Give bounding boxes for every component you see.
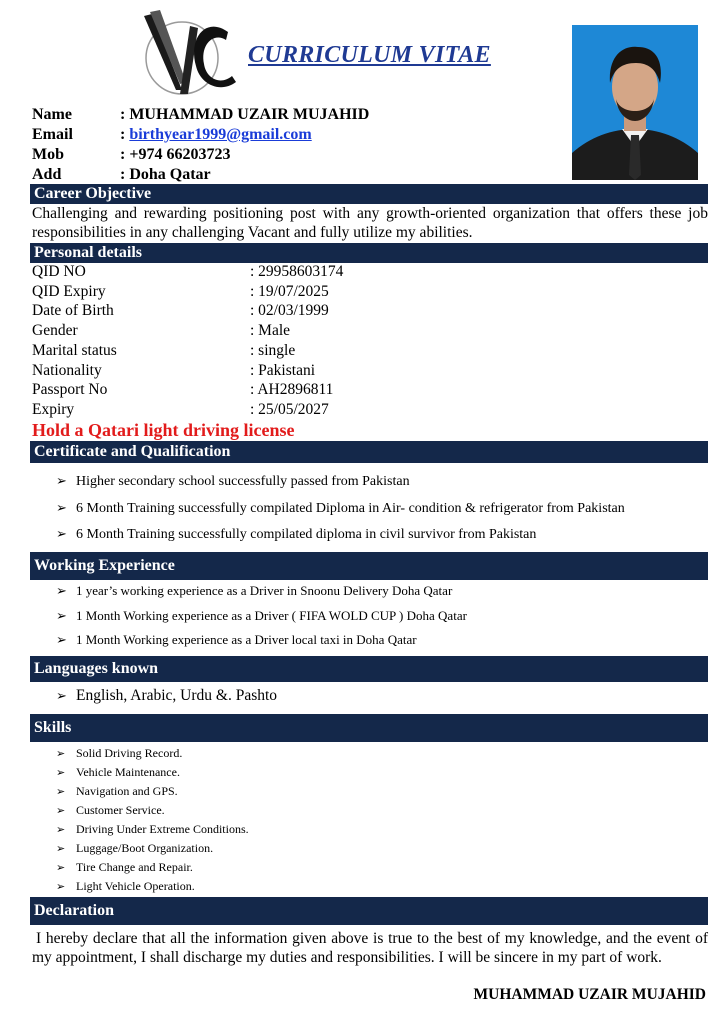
list-item-text: Vehicle Maintenance. bbox=[76, 765, 180, 779]
section-declaration: Declaration bbox=[30, 897, 708, 925]
list-item bbox=[56, 822, 249, 837]
detail-label: Gender bbox=[32, 322, 78, 339]
list-item bbox=[56, 746, 182, 761]
bullet-arrow-icon: ➢ bbox=[56, 786, 66, 798]
list-item-text: Tire Change and Repair. bbox=[76, 860, 193, 874]
info-label: Mob bbox=[32, 146, 64, 163]
list-item-text: 1 Month Working experience as a Driver ( FIFA WOLD CUP ) Doha Qatar bbox=[76, 608, 467, 623]
info-value: : +974 66203723 bbox=[120, 146, 231, 163]
detail-row bbox=[32, 262, 343, 282]
list-item-text: Luggage/Boot Organization. bbox=[76, 841, 214, 855]
signature-name: MUHAMMAD UZAIR MUJAHID bbox=[473, 986, 706, 1003]
detail-label: QID NO bbox=[32, 263, 86, 280]
career-objective-text: Challenging and rewarding positioning post with any growth-oriented organization that offers these job responsibilities in any challenging Vacant and fully utilize my abilities. bbox=[32, 205, 708, 241]
license-note: Hold a Qatari light driving license bbox=[32, 420, 295, 440]
detail-row bbox=[32, 341, 295, 361]
detail-value: : 02/03/1999 bbox=[250, 302, 329, 319]
bullet-arrow-icon: ➢ bbox=[56, 824, 66, 836]
section-languages: Languages known bbox=[30, 656, 708, 682]
list-item-text: 6 Month Training successfully compilated diploma in civil survivor from Pakistan bbox=[76, 527, 537, 542]
section-skills: Skills bbox=[30, 714, 708, 742]
list-item bbox=[56, 841, 213, 856]
bullet-arrow-icon: ➢ bbox=[56, 767, 66, 779]
info-email bbox=[32, 125, 312, 145]
bullet-arrow-icon: ➢ bbox=[56, 843, 66, 855]
list-item-text: English, Arabic, Urdu &. Pashto bbox=[76, 687, 278, 704]
list-item bbox=[56, 687, 277, 705]
detail-row bbox=[32, 301, 329, 321]
list-item bbox=[56, 499, 625, 518]
cv-title: CURRICULUM VITAE bbox=[248, 42, 491, 68]
section-experience: Working Experience bbox=[30, 552, 708, 580]
detail-label: Date of Birth bbox=[32, 302, 114, 319]
bullet-arrow-icon: ➢ bbox=[56, 862, 66, 874]
email-link[interactable]: birthyear1999@gmail.com bbox=[129, 126, 312, 143]
detail-label: Passport No bbox=[32, 381, 108, 398]
detail-label: QID Expiry bbox=[32, 283, 106, 300]
list-item-text: Navigation and GPS. bbox=[76, 784, 178, 798]
list-item bbox=[56, 784, 178, 799]
list-item-text: 1 year’s working experience as a Driver in Snoonu Delivery Doha Qatar bbox=[76, 583, 453, 598]
info-prefix: : bbox=[120, 126, 130, 143]
list-item bbox=[56, 879, 195, 894]
info-name bbox=[32, 105, 369, 125]
list-item-text: Solid Driving Record. bbox=[76, 746, 183, 760]
bullet-arrow-icon: ➢ bbox=[56, 632, 67, 647]
detail-value: : Male bbox=[250, 322, 291, 339]
bullet-arrow-icon: ➢ bbox=[56, 805, 66, 817]
detail-value: : 19/07/2025 bbox=[250, 283, 329, 300]
bullet-arrow-icon: ➢ bbox=[56, 748, 66, 760]
bullet-arrow-icon: ➢ bbox=[56, 688, 67, 703]
detail-row bbox=[32, 400, 329, 420]
info-mob bbox=[32, 145, 230, 165]
detail-row bbox=[32, 282, 329, 302]
detail-value: : Pakistani bbox=[250, 362, 316, 379]
detail-value: : single bbox=[250, 342, 296, 359]
list-item bbox=[56, 472, 410, 491]
declaration-text: I hereby declare that all the information given above is true to the best of my knowledge, and the event of my appointment, I shall discharge my duties and responsibilities. I will be sincere in my part of work. bbox=[32, 930, 708, 966]
detail-row bbox=[32, 361, 315, 381]
list-item-text: 1 Month Working experience as a Driver local taxi in Doha Qatar bbox=[76, 632, 417, 647]
bullet-arrow-icon: ➢ bbox=[56, 583, 67, 598]
list-item-text: 6 Month Training successfully compilated Diploma in Air- condition & refrigerator from Pakistan bbox=[76, 501, 625, 516]
info-value: : MUHAMMAD UZAIR MUJAHID bbox=[120, 106, 370, 123]
detail-label: Marital status bbox=[32, 342, 117, 359]
detail-value: : 29958603174 bbox=[250, 263, 344, 280]
detail-row bbox=[32, 380, 333, 400]
bullet-arrow-icon: ➢ bbox=[56, 473, 67, 488]
portrait-photo bbox=[572, 25, 698, 180]
detail-value: : 25/05/2027 bbox=[250, 401, 329, 418]
list-item bbox=[56, 607, 467, 625]
list-item-text: Driving Under Extreme Conditions. bbox=[76, 822, 249, 836]
info-label: Name bbox=[32, 106, 72, 123]
list-item bbox=[56, 525, 536, 544]
list-item bbox=[56, 582, 452, 600]
info-value: : Doha Qatar bbox=[120, 166, 211, 183]
bullet-arrow-icon: ➢ bbox=[56, 526, 67, 541]
info-label: Add bbox=[32, 166, 62, 183]
list-item-text: Customer Service. bbox=[76, 803, 165, 817]
list-item bbox=[56, 803, 165, 818]
list-item-text: Light Vehicle Operation. bbox=[76, 879, 195, 893]
detail-row bbox=[32, 321, 290, 341]
info-address bbox=[32, 165, 211, 185]
detail-label: Nationality bbox=[32, 362, 102, 379]
detail-label: Expiry bbox=[32, 401, 75, 418]
detail-value: : AH2896811 bbox=[250, 381, 334, 398]
list-item bbox=[56, 860, 193, 875]
info-label: Email bbox=[32, 126, 73, 143]
bullet-arrow-icon: ➢ bbox=[56, 881, 66, 893]
list-item bbox=[56, 631, 417, 649]
bullet-arrow-icon: ➢ bbox=[56, 500, 67, 515]
vc-monogram-logo bbox=[136, 8, 256, 100]
bullet-arrow-icon: ➢ bbox=[56, 608, 67, 623]
list-item-text: Higher secondary school successfully passed from Pakistan bbox=[76, 474, 410, 489]
list-item bbox=[56, 765, 180, 780]
section-personal-details: Personal details bbox=[30, 243, 708, 263]
section-career-objective: Career Objective bbox=[30, 184, 708, 204]
section-certificates: Certificate and Qualification bbox=[30, 441, 708, 463]
